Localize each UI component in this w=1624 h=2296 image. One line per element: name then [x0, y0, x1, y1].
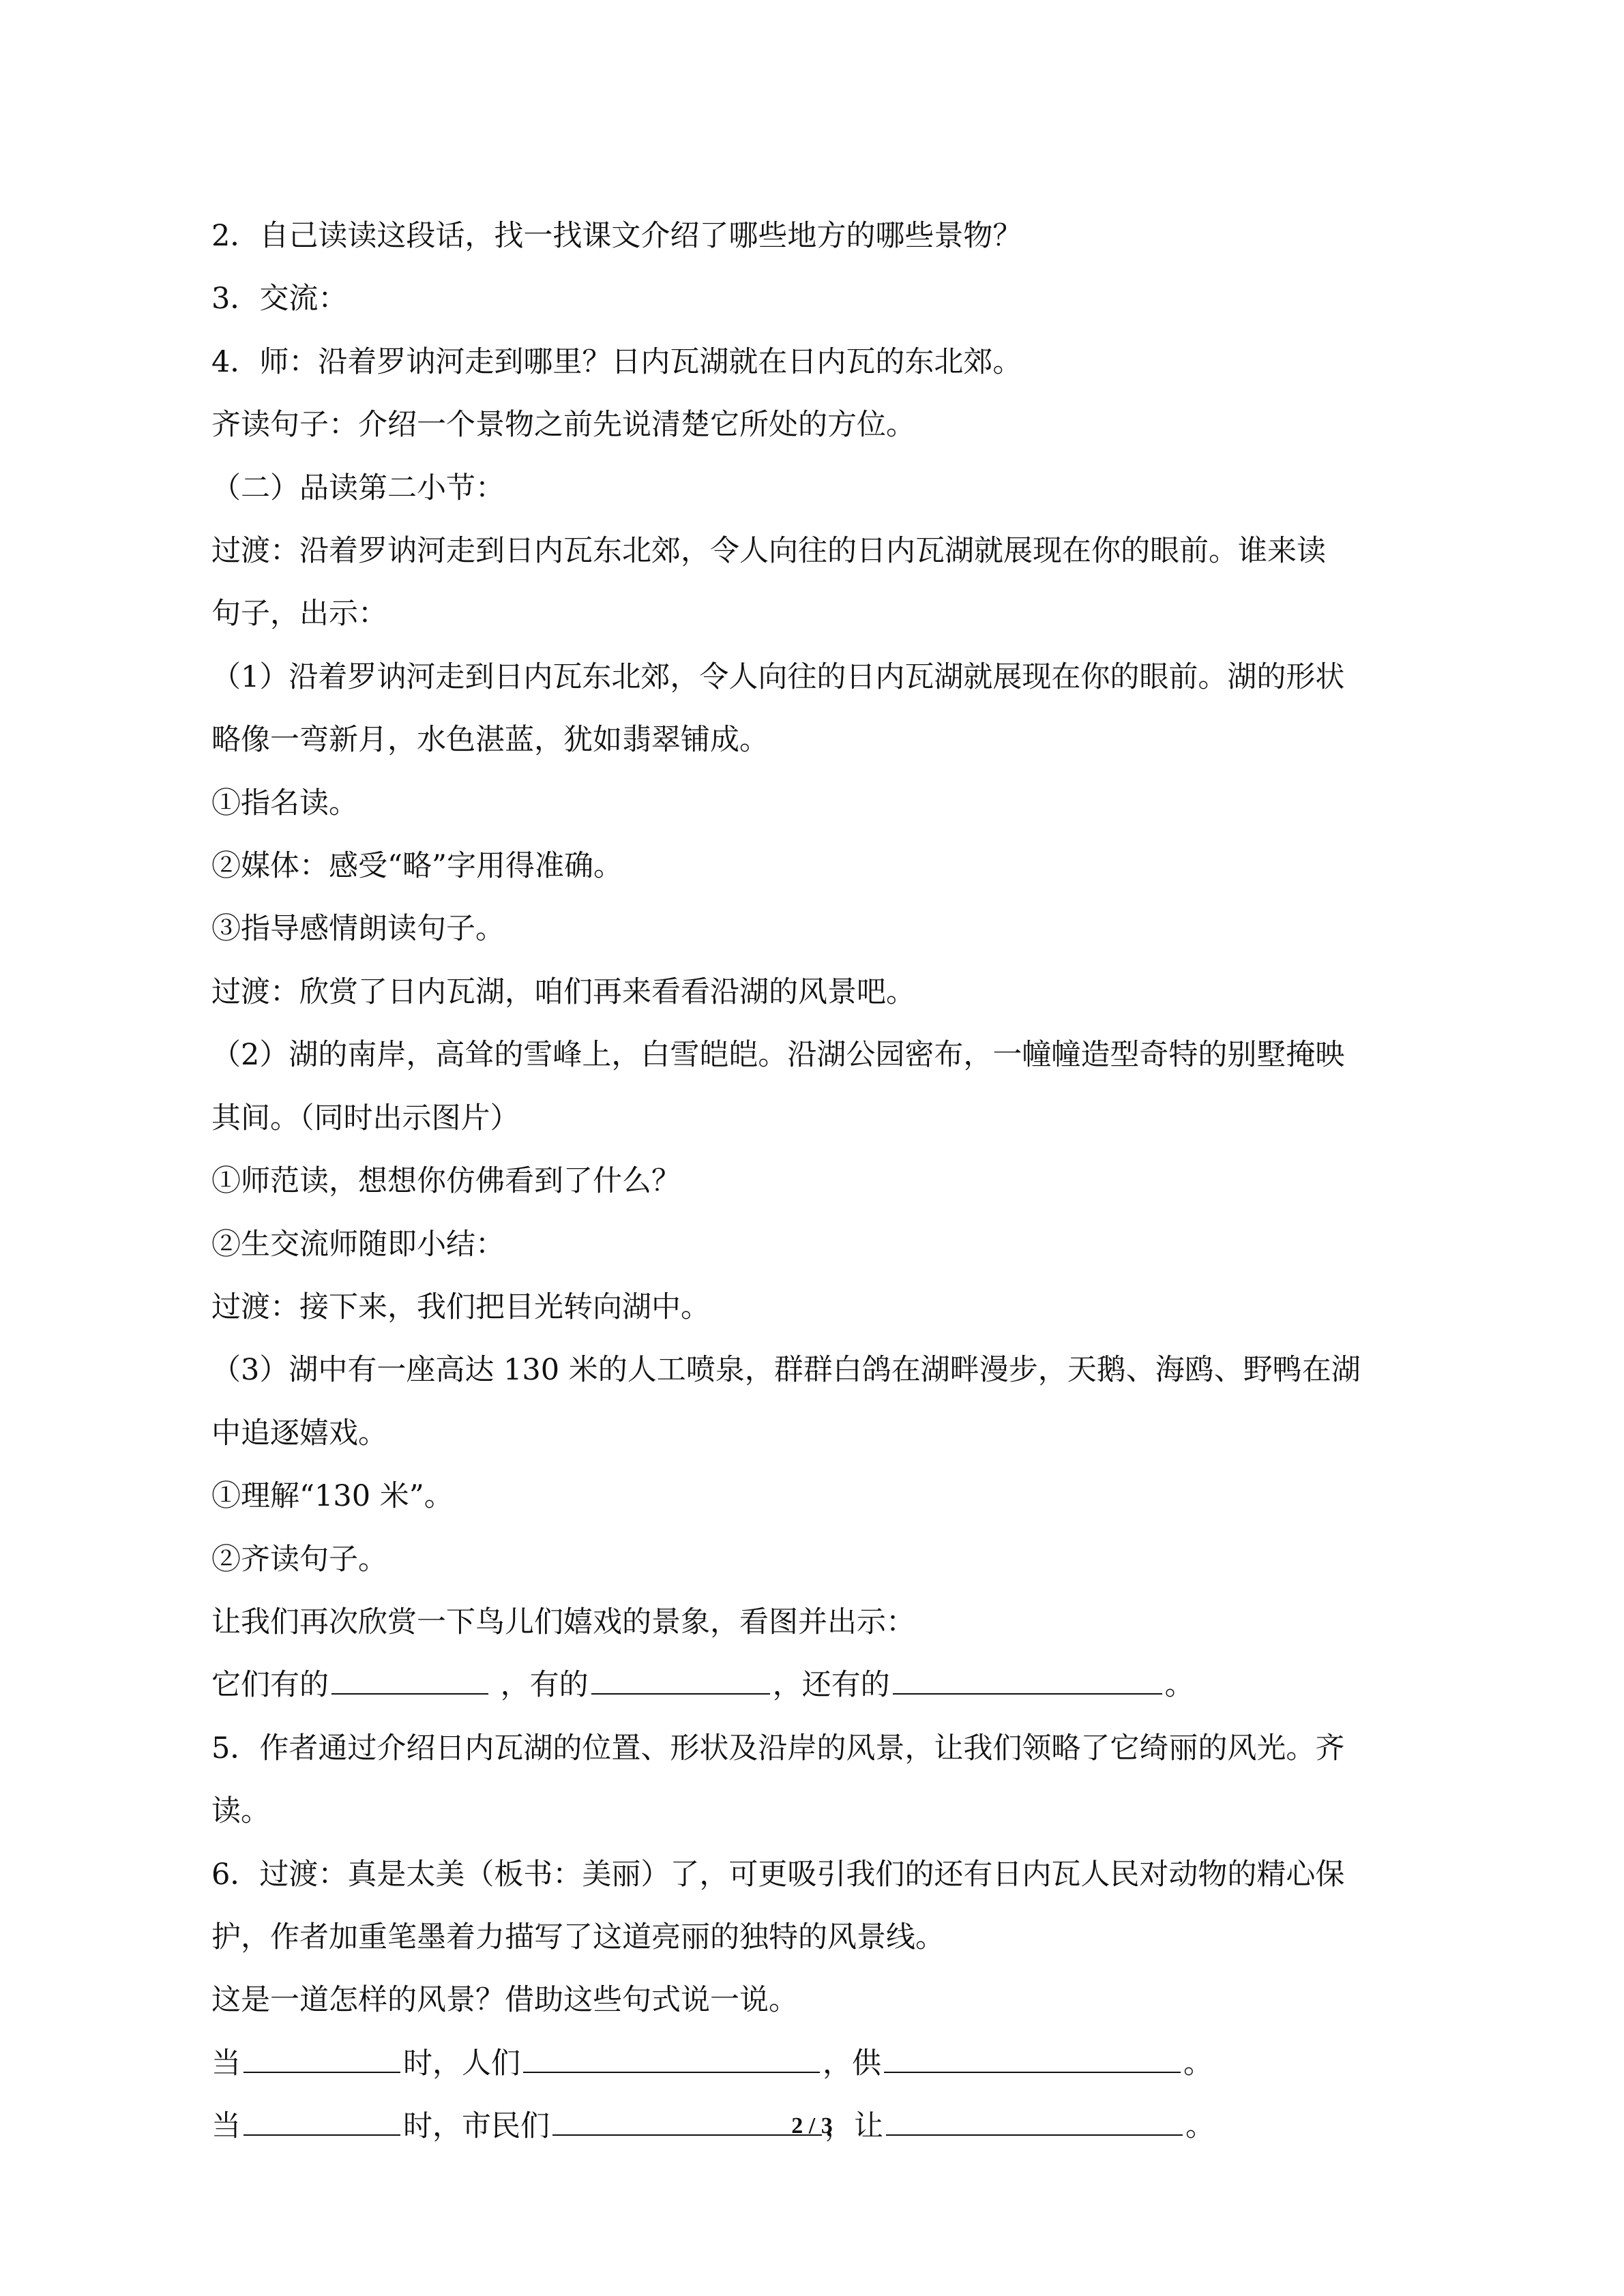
read-together-1: 齐读句子：介绍一个景物之前先说清楚它所处的方位。 — [211, 408, 915, 443]
fill-in-birds-d: 。 — [1164, 1668, 1194, 1703]
item-named-reading: ①指名读。 — [211, 786, 358, 820]
section-2-heading: （二）品读第二小节： — [211, 471, 505, 505]
question-2: 2．自己读读这段话，找一找课文介绍了哪些地方的哪些景物？ — [211, 219, 1022, 253]
fill-in-citizens-a: 当 — [211, 2109, 241, 2144]
page-number: 2 / 3 — [791, 2113, 833, 2138]
item-read-together-2: ②齐读句子。 — [211, 1542, 387, 1577]
fill-in-citizens-d: 。 — [1185, 2109, 1215, 2144]
sentence-2b: 其间。（同时出示图片） — [211, 1101, 520, 1135]
fill-in-birds-c: ，还有的 — [772, 1668, 890, 1703]
fill-in-citizens-b: 时，市民们 — [403, 2109, 550, 2144]
sentence-1b: 略像一弯新月，水色湛蓝，犹如翡翠铺成。 — [211, 723, 769, 758]
sentence-3a: （3）湖中有一座高达 130 米的人工喷泉，群群白鸽在湖畔漫步，天鹅、海鸥、野鸭在湖 — [211, 1353, 1361, 1388]
blank-field[interactable] — [523, 2044, 820, 2073]
item-understand-130: ①理解“130 米”。 — [211, 1479, 454, 1514]
blank-field[interactable] — [884, 2044, 1181, 2073]
scenery-prompt: 这是一道怎样的风景？借助这些句式说一说。 — [211, 1983, 798, 2018]
fill-in-birds-b: ，有的 — [500, 1668, 589, 1703]
transition-1a: 过渡：沿着罗讷河走到日内瓦东北郊，令人向往的日内瓦湖就展现在你的眼前。谁来读 — [211, 534, 1326, 569]
sentence-2a: （2）湖的南岸，高耸的雪峰上，白雪皑皑。沿湖公园密布，一幢幢造型奇特的别墅掩映 — [211, 1038, 1345, 1073]
fill-in-birds-a: 它们有的 — [211, 1668, 329, 1703]
blank-field[interactable] — [331, 1666, 488, 1695]
step-5b: 读。 — [211, 1794, 270, 1829]
item-guided-reading: ③指导感情朗读句子。 — [211, 912, 505, 946]
step-3-exchange: 3．交流： — [211, 282, 348, 316]
transition-3: 过渡：接下来，我们把目光转向湖中。 — [211, 1289, 710, 1324]
fill-in-people-b: 时，人们 — [403, 2046, 520, 2081]
fill-in-people-a: 当 — [211, 2046, 241, 2081]
fill-in-birds — [211, 1654, 1480, 1716]
step-6a: 6．过渡：真是太美（板书：美丽）了，可更吸引我们的还有日内瓦人民对动物的精心保 — [211, 1857, 1345, 1892]
step-5a: 5．作者通过介绍日内瓦湖的位置、形状及沿岸的风景，让我们领略了它绮丽的风光。齐 — [211, 1731, 1345, 1765]
step-4-teacher: 4．师：沿着罗讷河走到哪里？日内瓦湖就在日内瓦的东北郊。 — [211, 344, 1022, 379]
birds-prompt: 让我们再次欣赏一下鸟儿们嬉戏的景象，看图并出示： — [211, 1605, 915, 1639]
blank-field[interactable] — [243, 2044, 400, 2073]
item-summary: ②生交流师随即小结： — [211, 1227, 505, 1262]
step-6b: 护，作者加重笔墨着力描写了这道亮丽的独特的风景线。 — [211, 1920, 945, 1954]
blank-field[interactable] — [893, 1666, 1162, 1695]
fill-in-people-d: 。 — [1183, 2046, 1213, 2081]
item-model-reading: ①师范读，想想你仿佛看到了什么？ — [211, 1164, 681, 1199]
transition-1b: 句子，出示： — [211, 597, 387, 631]
item-media: ②媒体：感受“略”字用得准确。 — [211, 849, 623, 884]
fill-in-citizens-c: ，让 — [825, 2109, 883, 2144]
fill-in-people-c: ，供 — [823, 2046, 881, 2081]
sentence-3b: 中追逐嬉戏。 — [211, 1416, 387, 1450]
blank-field[interactable] — [591, 1666, 770, 1695]
document-body — [211, 205, 1480, 2158]
transition-2: 过渡：欣赏了日内瓦湖，咱们再来看看沿湖的风景吧。 — [211, 974, 915, 1009]
fill-in-people — [211, 2032, 1480, 2095]
sentence-1a: （1）沿着罗讷河走到日内瓦东北郊，令人向往的日内瓦湖就展现在你的眼前。湖的形状 — [211, 659, 1345, 694]
